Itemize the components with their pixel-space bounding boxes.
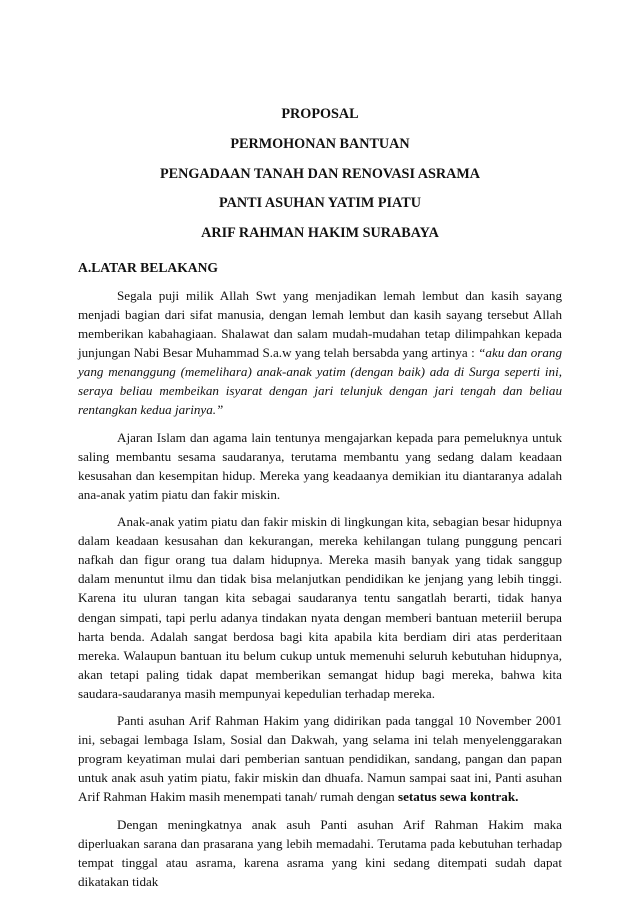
title-block (78, 100, 562, 249)
title-proposal: PROPOSAL (281, 106, 359, 122)
paragraph-2: Ajaran Islam dan agama lain tentunya mengajarkan kepada para pemeluknya untuk saling membantu sesama saudaranya, terutama membantu yang sedang dalam keadaan kesusahan dan kesempitan hidup. Mereka yang keadaanya demikian itu diantaranya adalah ana-anak yatim piatu dan fakir miskin. (78, 429, 562, 502)
title-arif-rahman-hakim: ARIF RAHMAN HAKIM SURABAYA (201, 225, 439, 242)
body-text (78, 286, 562, 899)
rent-status: setatus sewa kontrak. (397, 789, 519, 805)
paragraph-4 (78, 711, 562, 806)
paragraph-4-text: Panti asuhan Arif Rahman Hakim yang didirikan pada tanggal 10 November 2001 ini, sebagai lembaga Islam, Sosial dan Dakwah, yang selama ini telah menyelenggarakan program keyatiman mulai dari pemberian santuan pendidikan, sandang, pangan dan papan untuk anak asuh yatim piatu, fakir miskin dan dhuafa. Namun sampai saat ini, Panti asuhan Arif Rahman Hakim masih menempati tanah/ rumah dengan (78, 713, 562, 805)
paragraph-5: Dengan meningkatnya anak asuh Panti asuhan Arif Rahman Hakim maka diperluakan sarana dan prasarana yang lebih memadahi. Terutama pada kebutuhan terhadap tempat tinggal atau asrama, karena asrama yang kini sedang ditempati sudah dapat dikatakan tidak (78, 816, 562, 889)
paragraph-1-text: Segala puji milik Allah Swt yang menjadikan lemah lembut dan kasih sayang menjadi bagian dari sifat manusia, dengan lemah lembut dan kasih sayang tersebut Allah memberikan kabahagiaan. Shalawat dan salam mudah-mudahan tetap dilimpahkan kepada junjungan Nabi Besar Muhammad S.a.w yang telah bersabda yang artinya : (78, 288, 562, 361)
title-permohonan: PERMOHONAN BANTUAN (230, 135, 410, 152)
title-panti: PANTI ASUHAN YATIM PIATU (219, 195, 421, 212)
paragraph-1 (78, 286, 562, 419)
paragraph-3: Anak-anak yatim piatu dan fakir miskin di lingkungan kita, sebagian besar hidupnya dalam keadaan kesusahan dan kekurangan, mereka kehilangan tulang punggung pencari nafkah dan figur orang tua dalam hidupnya. Mereka masih banyak yang tidak sanggup dalam menuntut ilmu dan tidak bisa melanjutkan pendidikan ke jenjang yang lebih tinggi. Karena itu uluran tangan kita sebagai saudaranya tentu sangatlah berarti, tidak hanya dengan simpati, tapi perlu adanya tindakan nyata dengan memberi bantuan meteriil berupa harta benda. Adalah sangat berdosa bagi kita apabila kita berdiam diri atas perderitaan mereka. Walaupun bantuan itu belum cukup untuk memenuhi seluruh kebutuhan hidupnya, akan tetapi paling tidak dapat memberikan semangat hidup bagi mereka, bahwa kita saudara-saudaranya masih mempunyai kepedulian terhadap mereka. (78, 514, 562, 701)
hadith-quote: “aku dan orang yang menanggung (memelihara) anak-anak yatim (dengan baik) ada di Surga seperti ini, seraya beliau membeikan isyarat dengan jari telunjuk dengan jari tengah dan beliau rentangkan kedua jarinya.” (78, 345, 562, 418)
section-heading: A.LATAR BELAKANG (78, 260, 218, 275)
title-pengadaan: PENGADAAN TANAH DAN RENOVASI ASRAMA (159, 165, 481, 182)
